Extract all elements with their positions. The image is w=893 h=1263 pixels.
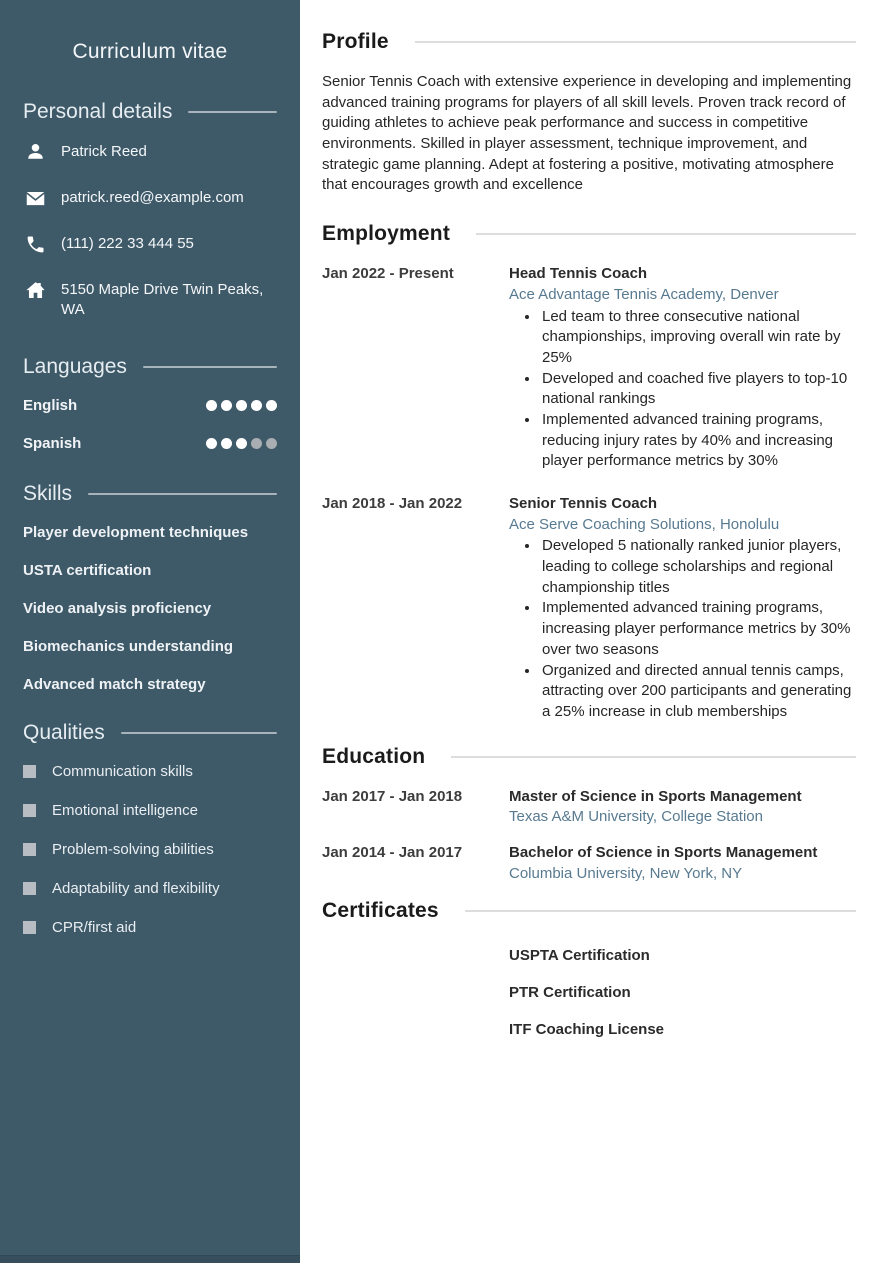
quality-item xyxy=(23,880,277,897)
square-bullet-icon xyxy=(23,882,36,895)
user-icon xyxy=(24,141,46,163)
quality-label: CPR/first aid xyxy=(52,918,137,936)
profile-heading-label: Profile xyxy=(322,30,389,53)
heading-divider xyxy=(143,366,277,368)
employment-dates: Jan 2018 - Jan 2022 xyxy=(322,495,463,512)
contact-email-text: patrick.reed@example.com xyxy=(61,189,244,206)
cv-title: Curriculum vitae xyxy=(72,40,228,63)
certificate-item: USPTA Certification xyxy=(509,947,650,965)
certificates-heading-label: Certificates xyxy=(322,899,439,923)
contact-address-text: 5150 Maple Drive Twin Peaks, WA xyxy=(61,281,264,319)
skill-item: Player development techniques xyxy=(23,523,249,541)
home-icon xyxy=(24,279,46,301)
language-level-dots xyxy=(206,438,277,449)
education-dates: Jan 2017 - Jan 2018 xyxy=(322,787,463,805)
employment-heading xyxy=(322,222,856,246)
heading-divider xyxy=(476,233,856,235)
contact-email xyxy=(23,188,277,209)
contact-name-text: Patrick Reed xyxy=(61,143,147,160)
skills-section xyxy=(23,482,277,693)
quality-item xyxy=(23,763,277,780)
job-title: Senior Tennis Coach xyxy=(509,495,658,512)
quality-item xyxy=(23,919,277,936)
certificates-section xyxy=(322,899,856,1058)
quality-label: Emotional intelligence xyxy=(52,801,198,819)
sidebar-bottom-shadow xyxy=(0,1255,300,1263)
quality-label: Communication skills xyxy=(52,762,193,780)
level-dot xyxy=(206,400,217,411)
profile-heading xyxy=(322,30,856,54)
job-bullet: • Led team to three consecutive national championships, improving overall win rate by 25% xyxy=(540,307,856,369)
qualities-section xyxy=(23,721,277,936)
employment-entry xyxy=(322,264,856,472)
level-dot xyxy=(251,438,262,449)
employment-details xyxy=(509,264,856,472)
skill-item: USTA certification xyxy=(23,561,152,579)
level-dot xyxy=(221,400,232,411)
employment-section xyxy=(322,222,856,722)
square-bullet-icon xyxy=(23,921,36,934)
education-entry xyxy=(322,787,856,828)
employment-entry xyxy=(322,494,856,723)
skills-heading-label: Skills xyxy=(23,481,73,505)
languages-heading-label: Languages xyxy=(23,354,127,378)
heading-divider xyxy=(188,111,277,113)
level-dot xyxy=(236,438,247,449)
certificates-list-row xyxy=(322,941,856,1058)
quality-label: Adaptability and flexibility xyxy=(52,879,220,897)
email-icon xyxy=(24,187,46,209)
language-row xyxy=(23,435,277,452)
skills-heading xyxy=(23,482,277,506)
job-bullet: • Developed 5 nationally ranked junior players, leading to college scholarships and regional championship titles xyxy=(540,536,856,598)
company-name: Ace Serve Coaching Solutions, Honolulu xyxy=(509,515,780,533)
institution-name: Texas A&M University, College Station xyxy=(509,808,763,826)
phone-icon xyxy=(24,233,46,255)
languages-section xyxy=(23,355,277,452)
square-bullet-icon xyxy=(23,765,36,778)
level-dot xyxy=(266,438,277,449)
institution-name: Columbia University, New York, NY xyxy=(509,864,743,882)
education-heading-label: Education xyxy=(322,744,426,768)
job-bullet: • Organized and directed annual tennis camps, attracting over 200 participants and generating a 25% increase in club memberships xyxy=(540,661,856,723)
personal-details-heading xyxy=(23,100,277,124)
level-dot xyxy=(236,400,247,411)
education-heading xyxy=(322,745,856,769)
employment-dates: Jan 2022 - Present xyxy=(322,265,454,283)
education-details xyxy=(509,787,856,828)
job-bullet: • Developed and coached five players to top-10 national rankings xyxy=(540,369,856,410)
profile-section xyxy=(322,30,856,196)
square-bullet-icon xyxy=(23,843,36,856)
square-bullet-icon xyxy=(23,804,36,817)
heading-divider xyxy=(121,732,277,734)
heading-divider xyxy=(465,910,856,912)
degree-title: Bachelor of Science in Sports Management xyxy=(509,843,818,861)
qualities-heading-label: Qualities xyxy=(23,720,105,744)
education-section xyxy=(322,745,856,885)
contact-phone xyxy=(23,234,277,255)
heading-divider xyxy=(88,493,277,495)
job-bullet: • Implemented advanced training programs, reducing injury rates by 40% and increasing player performance metrics by 30% xyxy=(540,410,856,472)
qualities-heading xyxy=(23,721,277,745)
skill-item: Video analysis proficiency xyxy=(23,599,212,617)
employment-heading-label: Employment xyxy=(322,222,451,246)
personal-details-section xyxy=(23,100,277,321)
language-row xyxy=(23,397,277,414)
education-dates: Jan 2014 - Jan 2017 xyxy=(322,843,463,861)
certificate-item: ITF Coaching License xyxy=(509,1021,665,1039)
contact-name xyxy=(23,142,277,163)
level-dot xyxy=(266,400,277,411)
heading-divider xyxy=(415,41,856,43)
quality-label: Problem-solving abilities xyxy=(52,840,214,858)
education-details xyxy=(509,843,856,884)
languages-heading xyxy=(23,355,277,379)
personal-details-heading-label: Personal details xyxy=(23,100,173,123)
job-bullet-list xyxy=(509,536,856,722)
contact-address xyxy=(23,280,277,321)
quality-item xyxy=(23,841,277,858)
language-name: Spanish xyxy=(23,434,82,452)
degree-title: Master of Science in Sports Management xyxy=(509,787,802,805)
certificates-dates-spacer xyxy=(322,947,509,1058)
level-dot xyxy=(221,438,232,449)
quality-item xyxy=(23,802,277,819)
job-title: Head Tennis Coach xyxy=(509,265,648,283)
skill-item: Biomechanics understanding xyxy=(23,637,234,655)
job-bullet: • Implemented advanced training programs, increasing player performance metrics by 30% over two seasons xyxy=(540,598,856,660)
certificates-heading xyxy=(322,899,856,923)
certificates-list xyxy=(509,947,856,1058)
language-level-dots xyxy=(206,400,277,411)
level-dot xyxy=(206,438,217,449)
skill-item: Advanced match strategy xyxy=(23,675,206,693)
level-dot xyxy=(251,400,262,411)
employment-details xyxy=(509,494,856,723)
main-content xyxy=(300,0,893,1263)
job-bullet-list xyxy=(509,307,856,473)
profile-text: Senior Tennis Coach with extensive experience in developing and implementing advanced training programs for players of all skill levels. Proven track record of guiding athletes to achieve peak performance and success in competitive environments. Skilled in player assessment, technique improvement, and strategic game planning. Adept at fostering a positive, motivating atmosphere that encourages growth and excellence xyxy=(322,73,852,194)
heading-divider xyxy=(451,756,856,758)
education-entry xyxy=(322,843,856,884)
company-name: Ace Advantage Tennis Academy, Denver xyxy=(509,285,779,303)
language-name: English xyxy=(23,396,78,414)
sidebar xyxy=(0,0,300,1263)
certificate-item: PTR Certification xyxy=(509,984,631,1002)
contact-phone-text: (111) 222 33 444 55 xyxy=(61,235,194,252)
